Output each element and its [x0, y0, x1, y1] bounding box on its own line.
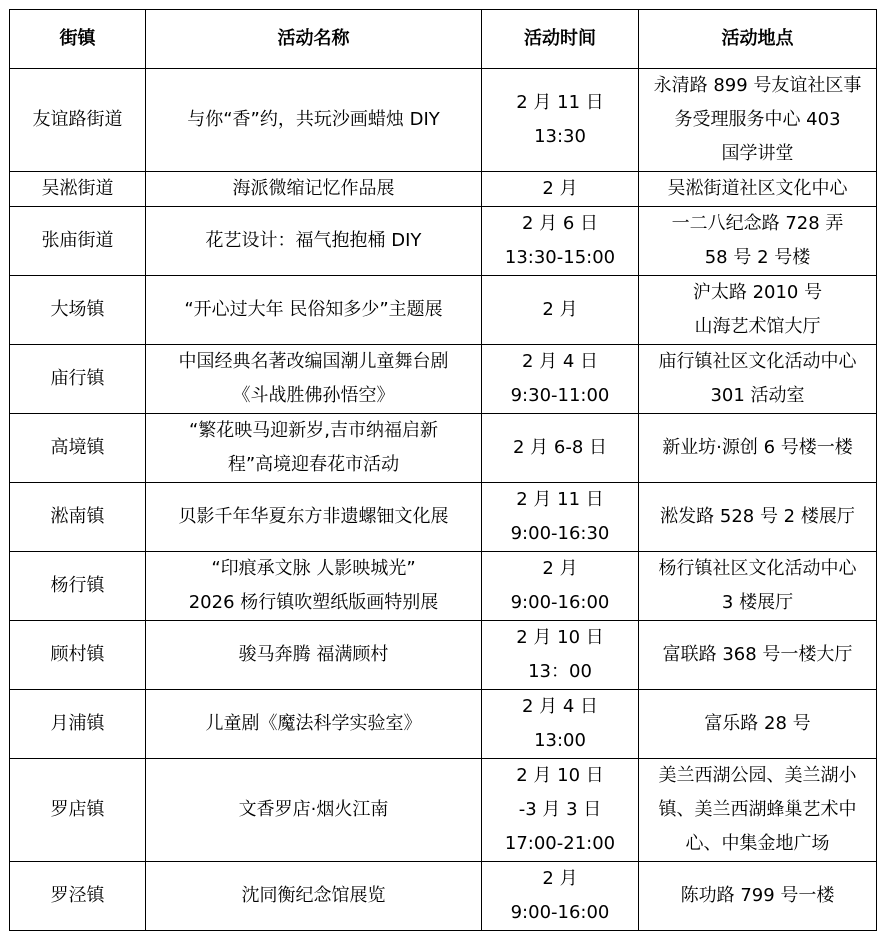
cell-activity-name-line: 与你“香”约，共玩沙画蜡烛 DIY — [187, 109, 440, 130]
cell-activity-time — [482, 345, 639, 414]
table-row — [10, 414, 877, 483]
cell-activity-venue-line: 301 活动室 — [710, 385, 805, 406]
cell-activity-time-line: 2 月 10 日 — [516, 765, 604, 786]
cell-activity-time-line: 2 月 — [542, 178, 578, 199]
cell-activity-name — [146, 276, 482, 345]
table-row — [10, 172, 877, 207]
cell-activity-name-line: 沈同衡纪念馆展览 — [241, 885, 386, 906]
cell-activity-venue-line: 国学讲堂 — [721, 143, 794, 164]
cell-activity-venue-line: 富乐路 28 号 — [704, 713, 811, 734]
cell-activity-venue-line: 山海艺术馆大厅 — [694, 316, 821, 337]
cell-activity-venue-line: 沪太路 2010 号 — [692, 282, 823, 303]
cell-activity-time — [482, 69, 639, 172]
table-row — [10, 483, 877, 552]
table-row — [10, 690, 877, 759]
cell-activity-venue-line: 永清路 899 号友谊社区事 — [653, 75, 862, 96]
cell-activity-name — [146, 690, 482, 759]
cell-activity-time — [482, 172, 639, 207]
cell-activity-time-line: 2 月 6 日 — [521, 213, 599, 234]
cell-activity-time-line: 13:30-15:00 — [504, 247, 616, 268]
cell-activity-name-line: “开心过大年 民俗知多少”主题展 — [184, 299, 443, 320]
cell-activity-time-line: 9:00-16:00 — [510, 902, 610, 923]
events-table — [9, 9, 877, 931]
cell-activity-time — [482, 690, 639, 759]
cell-town: 罗店镇 — [10, 759, 146, 862]
cell-activity-name-line: 贝影千年华夏东方非遗螺钿文化展 — [178, 506, 449, 527]
cell-town: 庙行镇 — [10, 345, 146, 414]
cell-activity-time — [482, 276, 639, 345]
cell-activity-name-line: 2026 杨行镇吹塑纸版画特别展 — [188, 592, 439, 613]
table-row — [10, 345, 877, 414]
cell-activity-venue — [639, 345, 877, 414]
cell-activity-venue-line: 陈功路 799 号一楼 — [680, 885, 835, 906]
cell-activity-venue — [639, 862, 877, 931]
cell-activity-time — [482, 414, 639, 483]
cell-activity-venue — [639, 414, 877, 483]
cell-activity-time — [482, 862, 639, 931]
cell-activity-time-line: 2 月 4 日 — [521, 696, 599, 717]
cell-activity-name-line: 儿童剧《魔法科学实验室》 — [205, 713, 422, 734]
cell-activity-venue-line: 美兰西湖公园、美兰湖小 — [658, 765, 857, 786]
cell-activity-venue-line: 杨行镇社区文化活动中心 — [658, 558, 857, 579]
cell-activity-name — [146, 862, 482, 931]
cell-activity-time-line: 9:00-16:30 — [510, 523, 610, 544]
cell-activity-name-line: 花艺设计：福气抱抱桶 DIY — [205, 230, 422, 251]
cell-activity-time-line: 13:00 — [534, 730, 586, 751]
table-row — [10, 69, 877, 172]
cell-activity-name-line: “繁花映马迎新岁,吉市纳福启新 — [188, 420, 439, 441]
header-town: 街镇 — [10, 10, 146, 69]
cell-activity-venue — [639, 621, 877, 690]
cell-activity-venue-line: 一二八纪念路 728 弄 — [671, 213, 844, 234]
cell-activity-time-line: -3 月 3 日 — [518, 799, 602, 820]
cell-activity-venue — [639, 483, 877, 552]
cell-activity-name-line: 中国经典名著改编国潮儿童舞台剧 — [178, 351, 449, 372]
table-row — [10, 207, 877, 276]
cell-activity-venue-line: 58 号 2 号楼 — [704, 247, 811, 268]
cell-activity-name-line: 海派微缩记忆作品展 — [232, 178, 395, 199]
cell-activity-time-line: 2 月 11 日 — [516, 489, 604, 510]
cell-activity-venue-line: 淞发路 528 号 2 楼展厅 — [660, 506, 855, 527]
cell-activity-time-line: 13:30 — [534, 126, 586, 147]
cell-activity-venue-line: 庙行镇社区文化活动中心 — [658, 351, 857, 372]
cell-activity-name-line: 《斗战胜佛孙悟空》 — [232, 385, 395, 406]
cell-activity-venue — [639, 690, 877, 759]
cell-activity-name — [146, 172, 482, 207]
cell-activity-time-line: 2 月 6-8 日 — [512, 437, 608, 458]
cell-activity-name — [146, 759, 482, 862]
table-row — [10, 862, 877, 931]
header-row — [10, 10, 877, 69]
header-venue: 活动地点 — [639, 10, 877, 69]
cell-town: 月浦镇 — [10, 690, 146, 759]
cell-activity-time-line: 2 月 — [542, 299, 578, 320]
cell-activity-time — [482, 483, 639, 552]
table-row — [10, 621, 877, 690]
cell-activity-time — [482, 759, 639, 862]
cell-activity-time-line: 2 月 4 日 — [521, 351, 599, 372]
table-body — [10, 69, 877, 931]
cell-activity-time-line: 13：00 — [528, 661, 592, 682]
cell-activity-venue — [639, 207, 877, 276]
cell-activity-name — [146, 69, 482, 172]
cell-activity-venue-line: 心、中集金地广场 — [685, 833, 830, 854]
table-row — [10, 552, 877, 621]
cell-town: 淞南镇 — [10, 483, 146, 552]
cell-activity-time-line: 9:30-11:00 — [510, 385, 610, 406]
cell-activity-venue-line: 3 楼展厅 — [721, 592, 794, 613]
cell-activity-time — [482, 207, 639, 276]
table-row — [10, 276, 877, 345]
cell-activity-venue-line: 吴淞街道社区文化中心 — [667, 178, 848, 199]
cell-activity-name-line: 程”高境迎春花市活动 — [227, 454, 400, 475]
table-row — [10, 759, 877, 862]
cell-town: 罗泾镇 — [10, 862, 146, 931]
cell-activity-venue-line: 镇、美兰西湖蜂巢艺术中 — [658, 799, 857, 820]
cell-activity-venue — [639, 552, 877, 621]
cell-activity-time-line: 17:00-21:00 — [504, 833, 616, 854]
cell-town: 高境镇 — [10, 414, 146, 483]
cell-activity-time-line: 9:00-16:00 — [510, 592, 610, 613]
cell-activity-name-line: 文香罗店·烟火江南 — [238, 799, 389, 820]
cell-activity-time-line: 2 月 11 日 — [516, 92, 604, 113]
cell-activity-time — [482, 621, 639, 690]
header-time: 活动时间 — [482, 10, 639, 69]
cell-activity-venue — [639, 759, 877, 862]
cell-town: 友谊路街道 — [10, 69, 146, 172]
cell-activity-name-line: “印痕承文脉 人影映城光” — [211, 558, 416, 579]
cell-town: 顾村镇 — [10, 621, 146, 690]
cell-activity-venue — [639, 69, 877, 172]
cell-activity-name — [146, 552, 482, 621]
cell-town: 张庙街道 — [10, 207, 146, 276]
cell-activity-time-line: 2 月 — [542, 868, 578, 889]
cell-activity-time-line: 2 月 10 日 — [516, 627, 604, 648]
cell-activity-name — [146, 414, 482, 483]
cell-activity-venue-line: 新业坊·源创 6 号楼一楼 — [662, 437, 853, 458]
cell-activity-venue — [639, 172, 877, 207]
cell-activity-name — [146, 621, 482, 690]
cell-activity-name — [146, 345, 482, 414]
cell-town: 大场镇 — [10, 276, 146, 345]
cell-activity-venue — [639, 276, 877, 345]
cell-town: 吴淞街道 — [10, 172, 146, 207]
cell-activity-name — [146, 483, 482, 552]
cell-activity-name — [146, 207, 482, 276]
cell-activity-time — [482, 552, 639, 621]
cell-activity-time-line: 2 月 — [542, 558, 578, 579]
cell-town: 杨行镇 — [10, 552, 146, 621]
cell-activity-venue-line: 务受理服务中心 403 — [674, 109, 841, 130]
cell-activity-name-line: 骏马奔腾 福满顾村 — [238, 644, 389, 665]
header-name: 活动名称 — [146, 10, 482, 69]
cell-activity-venue-line: 富联路 368 号一楼大厅 — [662, 644, 853, 665]
